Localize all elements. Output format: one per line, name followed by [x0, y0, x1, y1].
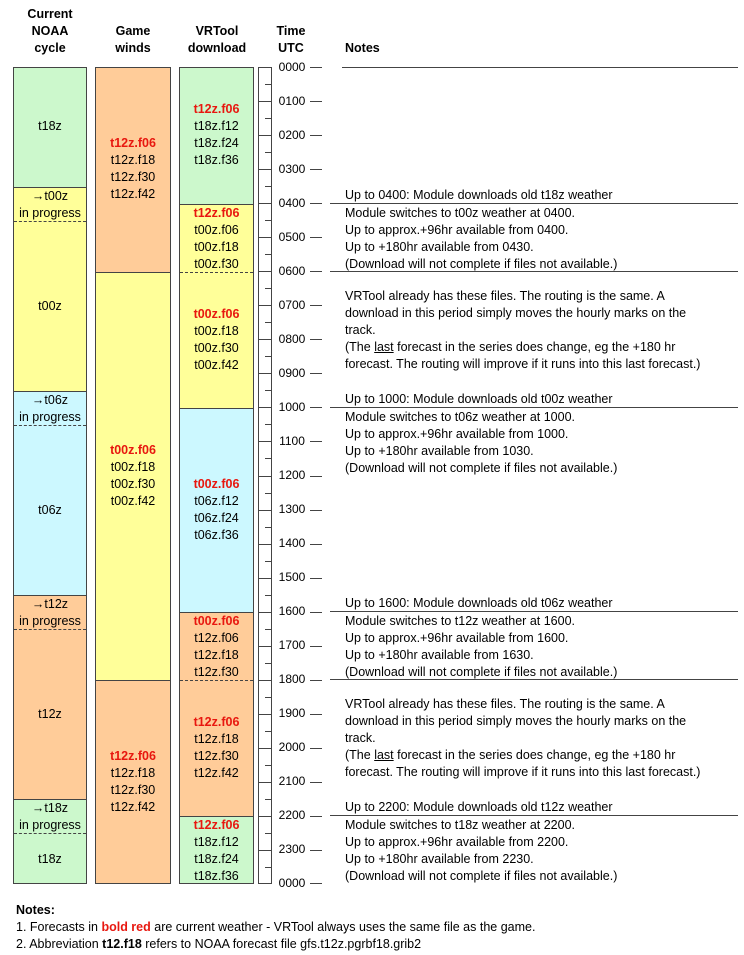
vrtool-block-7: t12z.f06 t18z.f12 t18z.f24 t18z.f36 [180, 816, 253, 884]
half-hour-tick [265, 799, 272, 800]
half-hour-tick [265, 527, 272, 528]
time-label: 0600 [278, 264, 306, 278]
time-label: 0400 [278, 196, 306, 210]
hour-tick [258, 476, 272, 477]
header-time-utc: Time UTC [276, 24, 306, 55]
hour-tick [258, 169, 272, 170]
header-vrtool-download: VRTool download [187, 24, 247, 55]
time-label: 0500 [278, 230, 306, 244]
hour-tick [258, 67, 272, 68]
hour-tick [258, 782, 272, 783]
hour-tick [258, 646, 272, 647]
hour-tick-right [310, 646, 322, 647]
time-label: 1000 [278, 400, 306, 414]
hour-tick-right [310, 816, 322, 817]
time-label: 1300 [278, 502, 306, 516]
half-hour-tick [265, 765, 272, 766]
half-hour-tick [265, 254, 272, 255]
time-label: 2000 [278, 740, 306, 754]
vrtool-block-3: t00z.f06 t00z.f18 t00z.f30 t00z.f42 [180, 272, 253, 408]
cycle-segment-t18z-end: t18z [14, 833, 86, 884]
half-hour-tick [265, 867, 272, 868]
hour-tick [258, 612, 272, 613]
half-hour-tick [265, 220, 272, 221]
cycle-segment-t18z-progress: →t18z in progress [14, 799, 86, 833]
hour-tick-right [310, 883, 322, 884]
note-up-to-2200: Up to 2200: Module downloads old t12z weather [345, 800, 613, 814]
half-hour-tick [265, 663, 272, 664]
hour-tick [258, 237, 272, 238]
hour-tick-right [310, 680, 322, 681]
hour-tick-right [310, 578, 322, 579]
half-hour-tick [265, 322, 272, 323]
hour-tick-right [310, 476, 322, 477]
half-hour-tick [265, 458, 272, 459]
time-label: 0900 [278, 366, 306, 380]
hour-tick [258, 748, 272, 749]
time-label: 0000 [278, 876, 306, 890]
time-label: 0200 [278, 128, 306, 142]
half-hour-tick [265, 356, 272, 357]
cycle-segment-t00z: t00z [14, 221, 86, 391]
time-label: 1700 [278, 638, 306, 652]
half-hour-tick [265, 697, 272, 698]
note-up-to-0400: Up to 0400: Module downloads old t18z weather [345, 188, 613, 202]
hour-tick-right [310, 510, 322, 511]
time-label: 2100 [278, 774, 306, 788]
header-noaa-cycle: Current NOAA cycle [27, 7, 73, 55]
note-switch-t18z: Module switches to t18z weather at 2200. Up to approx.+96hr available from 2200. Up to +180hr available from 2230. (Download will not complete if files not available.) [345, 818, 618, 883]
half-hour-tick [265, 561, 272, 562]
hour-tick-right [310, 612, 322, 613]
cycle-segment-t00z-progress: →t00z in progress [14, 187, 86, 221]
hour-tick [258, 305, 272, 306]
hour-tick [258, 101, 272, 102]
hour-tick [258, 407, 272, 408]
cycle-segment-t06z: t06z [14, 425, 86, 595]
time-label: 1400 [278, 536, 306, 550]
noaa-cycle-column [13, 67, 87, 884]
game-winds-block-3: t12z.f06 t12z.f18 t12z.f30 t12z.f42 [96, 680, 170, 884]
note-switch-t12z: Module switches to t12z weather at 1600. Up to approx.+96hr available from 1600. Up to +180hr available from 1630. (Download will not complete if files not available.) [345, 614, 618, 679]
hour-tick-right [310, 135, 322, 136]
time-label: 0700 [278, 298, 306, 312]
game-winds-column [95, 67, 171, 884]
note-up-to-1600: Up to 1600: Module downloads old t06z weather [345, 596, 613, 610]
hour-tick [258, 339, 272, 340]
footer-notes: Notes: 1. Forecasts in bold red are current weather - VRTool always uses the same file as the game. 2. Abbreviation t12.f18 refers to NOAA forecast file gfs.t12z.pgrbf18.grib2 [16, 903, 536, 951]
time-label: 0100 [278, 94, 306, 108]
hour-tick [258, 883, 272, 884]
half-hour-tick [265, 833, 272, 834]
game-winds-block-2: t00z.f06 t00z.f18 t00z.f30 t00z.f42 [96, 272, 170, 680]
header-notes: Notes [345, 41, 380, 55]
vrtool-block-4: t00z.f06 t06z.f12 t06z.f24 t06z.f36 [180, 408, 253, 612]
note-up-to-1000: Up to 1000: Module downloads old t00z weather [345, 392, 613, 406]
hour-tick [258, 680, 272, 681]
hour-tick [258, 135, 272, 136]
cycle-segment-t06z-progress: →t06z in progress [14, 391, 86, 425]
vrtool-block-1: t12z.f06 t18z.f12 t18z.f24 t18z.f36 [180, 68, 253, 204]
vrtool-block-2: t12z.f06 t00z.f06 t00z.f18 t00z.f30 [180, 204, 253, 272]
hour-tick-right [310, 407, 322, 408]
cycle-segment-t18z: t18z [14, 68, 86, 187]
time-label: 1500 [278, 570, 306, 584]
half-hour-tick [265, 595, 272, 596]
hour-tick-right [310, 748, 322, 749]
time-scale [258, 60, 322, 890]
time-label: 1800 [278, 672, 306, 686]
time-label: 1600 [278, 604, 306, 618]
half-hour-tick [265, 152, 272, 153]
half-hour-tick [265, 731, 272, 732]
hour-tick [258, 816, 272, 817]
note-switch-t06z: Module switches to t06z weather at 1000. Up to approx.+96hr available from 1000. Up to +180hr available from 1030. (Download will not complete if files not available.) [345, 410, 618, 475]
vrtool-download-column [179, 67, 254, 884]
half-hour-tick [265, 493, 272, 494]
cycle-segment-t12z-progress: →t12z in progress [14, 595, 86, 629]
hour-tick-right [310, 237, 322, 238]
half-hour-tick [265, 186, 272, 187]
half-hour-tick [265, 288, 272, 289]
half-hour-tick [265, 118, 272, 119]
game-winds-block-1: t12z.f06 t12z.f18 t12z.f30 t12z.f42 [96, 68, 170, 272]
hour-tick-right [310, 714, 322, 715]
hour-tick-right [310, 441, 322, 442]
time-label: 1200 [278, 468, 306, 482]
hour-tick [258, 714, 272, 715]
note-switch-t00z: Module switches to t00z weather at 0400. Up to approx.+96hr available from 0400. Up to +180hr available from 0430. (Download will not complete if files not available.) [345, 206, 618, 271]
hour-tick-right [310, 67, 322, 68]
header-game-winds: Game winds [115, 24, 151, 55]
half-hour-tick [265, 84, 272, 85]
hour-tick-right [310, 169, 322, 170]
hour-tick [258, 271, 272, 272]
time-label: 2200 [278, 808, 306, 822]
hour-tick [258, 373, 272, 374]
hour-tick-right [310, 782, 322, 783]
hour-tick [258, 510, 272, 511]
half-hour-tick [265, 390, 272, 391]
hour-tick-right [310, 373, 322, 374]
time-label: 0000 [278, 60, 306, 74]
hour-tick-right [310, 544, 322, 545]
vrtool-block-6: t12z.f06 t12z.f18 t12z.f30 t12z.f42 [180, 680, 253, 816]
time-label: 1100 [279, 434, 305, 448]
hour-tick [258, 578, 272, 579]
time-label: 2300 [278, 842, 306, 856]
vrtool-block-5: t00z.f06 t12z.f06 t12z.f18 t12z.f30 [180, 612, 253, 680]
time-label: 0300 [278, 162, 306, 176]
cycle-segment-t12z: t12z [14, 629, 86, 799]
half-hour-tick [265, 629, 272, 630]
hour-tick [258, 203, 272, 204]
note-already-has-files-2: VRTool already has these files. The routing is the same. A download in this period simply moves the hourly marks on the track. (The last forecast in the series does change, eg the +180 hr forecast. The routing will improve if it runs into this last forecast.) [345, 697, 701, 779]
hour-tick [258, 850, 272, 851]
time-label: 0800 [278, 332, 306, 346]
time-label: 1900 [278, 706, 306, 720]
hour-tick-right [310, 305, 322, 306]
hour-tick [258, 544, 272, 545]
hour-tick-right [310, 101, 322, 102]
hour-tick-right [310, 203, 322, 204]
hour-tick-right [310, 850, 322, 851]
hour-tick [258, 441, 272, 442]
notes-top-rule [342, 67, 738, 68]
hour-tick-right [310, 271, 322, 272]
hour-tick-right [310, 339, 322, 340]
half-hour-tick [265, 424, 272, 425]
note-already-has-files-1: VRTool already has these files. The routing is the same. A download in this period simply moves the hourly marks on the track. (The last forecast in the series does change, eg the +180 hr forecast. The routing will improve if it runs into this last forecast.) [345, 289, 701, 371]
